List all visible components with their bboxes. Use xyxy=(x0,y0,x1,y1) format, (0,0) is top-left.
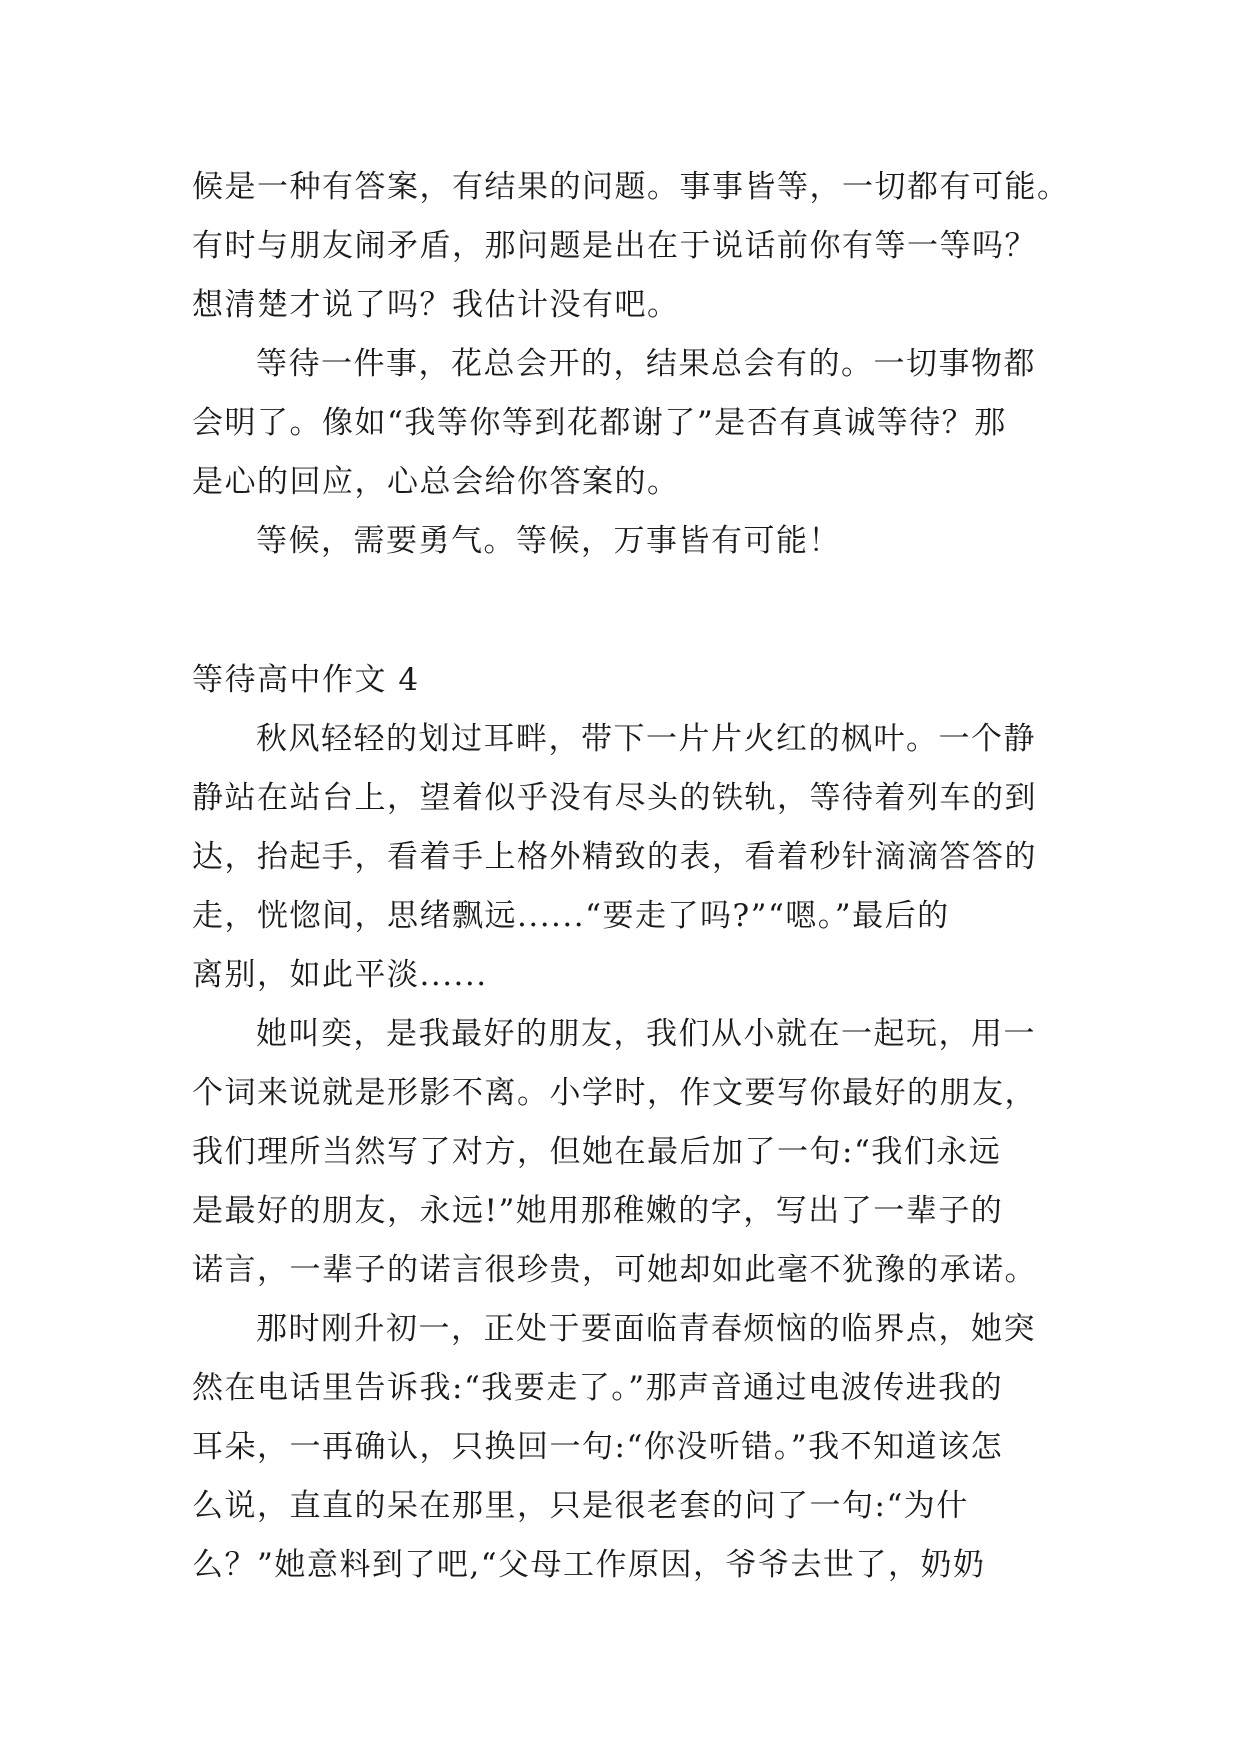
text-line: 会明了。像如“我等你等到花都谢了”是否有真诚等待？那 xyxy=(192,405,1007,441)
text-line: 个词来说就是形影不离。小学时，作文要写你最好的朋友， xyxy=(192,1075,1037,1111)
text-line: 我们理所当然写了对方，但她在最后加了一句:“我们永远 xyxy=(192,1134,1002,1170)
text-line: 么？”她意料到了吧,“父母工作原因，爷爷去世了，奶奶 xyxy=(192,1547,986,1583)
text-line: 走，恍惚间，思绪飘远......“要走了吗?”“嗯。”最后的 xyxy=(192,898,950,934)
text-line: 达，抬起手，看着手上格外精致的表，看着秒针滴滴答答的 xyxy=(192,839,1037,875)
text-line: 是最好的朋友，永远!”她用那稚嫩的字，写出了一辈子的 xyxy=(192,1193,1004,1229)
text-line: 静站在站台上，望着似乎没有尽头的铁轨，等待着列车的到 xyxy=(192,780,1037,816)
paragraph-first-line: 等待一件事，花总会开的，结果总会有的。一切事物都 xyxy=(256,346,1036,382)
paragraph-first-line: 等候，需要勇气。等候，万事皆有可能！ xyxy=(256,523,841,559)
document-body xyxy=(192,158,1070,1595)
text-line: 么说，直直的呆在那里，只是很老套的问了一句:“为什 xyxy=(192,1488,969,1524)
text-line: 想清楚才说了吗？我估计没有吧。 xyxy=(192,287,680,323)
section-title: 等待高中作文 4 xyxy=(192,662,420,698)
paragraph-first-line: 她叫奕，是我最好的朋友，我们从小就在一起玩，用一 xyxy=(256,1016,1036,1052)
paragraph-first-line: 那时刚升初一，正处于要面临青春烦恼的临界点，她突 xyxy=(256,1311,1036,1347)
text-line: 然在电话里告诉我:“我要走了。”那声音通过电波传进我的 xyxy=(192,1370,1004,1406)
text-line: 是心的回应，心总会给你答案的。 xyxy=(192,464,680,500)
text-line: 离别，如此平淡...... xyxy=(192,957,488,993)
text-line: 耳朵，一再确认，只换回一句:“你没听错。”我不知道该怎 xyxy=(192,1429,1004,1465)
text-line: 候是一种有答案，有结果的问题。事事皆等，一切都有可能。 xyxy=(192,169,1070,205)
text-line: 诺言，一辈子的诺言很珍贵，可她却如此毫不犹豫的承诺。 xyxy=(192,1252,1037,1288)
section-spacer xyxy=(192,571,1052,651)
text-line: 有时与朋友闹矛盾，那问题是出在于说话前你有等一等吗？ xyxy=(192,228,1037,264)
paragraph-first-line: 秋风轻轻的划过耳畔，带下一片片火红的枫叶。一个静 xyxy=(256,721,1036,757)
